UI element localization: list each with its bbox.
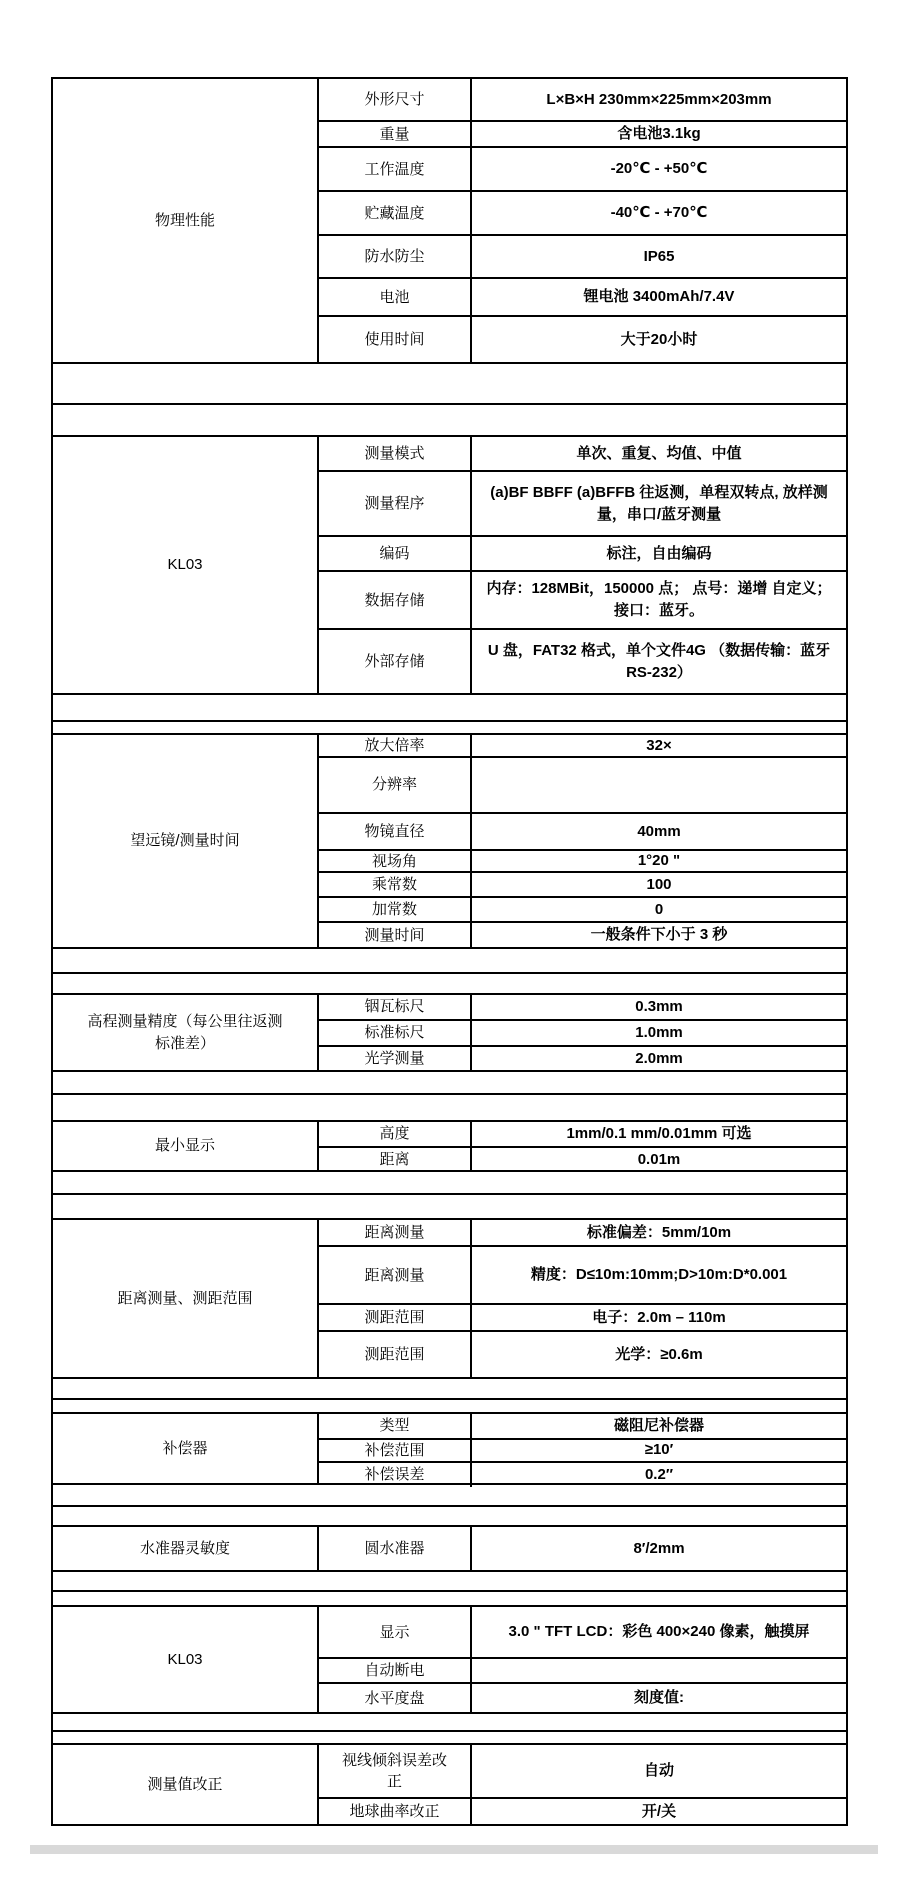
spec-value-cell: 100 (646, 875, 672, 893)
spec-value-cell: 磁阻尼补偿器 (613, 1417, 704, 1434)
spec-row (319, 1463, 846, 1487)
spec-value-cell: ≥10′ (644, 1441, 674, 1459)
empty-row (53, 1714, 846, 1732)
empty-row (53, 405, 846, 437)
spec-value-cell: (a)BF BBFF (a)BFFB 往返测，单程双转点, 放样测量，串口/蓝牙测量 (490, 483, 828, 523)
spec-value-cell: 内存：128MBit，150000 点； 点号：递增 自定义； 接口：蓝牙。 (486, 580, 832, 619)
spec-row (319, 1684, 846, 1712)
spec-label-cell: 测距范围 (319, 1332, 472, 1377)
spec-value-cell (472, 1659, 846, 1682)
section-category: 测量值改正 (53, 1745, 319, 1824)
spec-value-cell: L×B×H 230mm×225mm×203mm (546, 90, 772, 108)
spec-row (319, 1527, 846, 1570)
spec-label-cell: 乘常数 (319, 873, 472, 896)
spec-label-cell: 测量模式 (319, 437, 472, 470)
spec-row (319, 814, 846, 852)
spec-value-cell: 0 (654, 900, 664, 918)
spec-label-cell: 圆水准器 (319, 1527, 472, 1570)
section-rows (319, 1122, 846, 1170)
spec-value-cell: 3.0 " TFT LCD：彩色 400×240 像素，触摸屏 (508, 1623, 810, 1641)
spec-value-cell: -20℃ - +50℃ (610, 160, 708, 178)
spec-label-cell: 加常数 (319, 898, 472, 921)
spec-row (319, 1332, 846, 1377)
spec-value-cell: 32× (646, 736, 672, 754)
spec-section-kl03-display (53, 1607, 846, 1714)
section-rows (319, 995, 846, 1070)
spec-value-cell: 8′/2mm (633, 1539, 685, 1557)
spec-label-cell: 标准标尺 (319, 1021, 472, 1045)
spec-label-cell: 视场角 (319, 851, 472, 871)
section-rows (319, 1527, 846, 1570)
spec-value-cell: -40℃ - +70℃ (610, 204, 708, 222)
spec-label-cell: 外部存储 (319, 630, 472, 693)
section-category: 最小显示 (53, 1122, 319, 1170)
spec-label-cell: 物镜直径 (319, 814, 472, 850)
spec-label-cell: 重量 (319, 122, 472, 146)
empty-row (53, 1485, 846, 1507)
spec-value-cell: 锂电池 3400mAh/7.4V (583, 288, 735, 306)
spec-label-cell: 测量程序 (319, 472, 472, 535)
spec-value-cell: 开/关 (641, 1802, 677, 1820)
spec-row (319, 279, 846, 317)
spec-value-cell: IP65 (643, 247, 675, 265)
spec-label-cell: 数据存储 (319, 572, 472, 628)
spec-label-cell: 外形尺寸 (319, 79, 472, 120)
empty-row (53, 1507, 846, 1527)
spec-label-cell: 电池 (319, 279, 472, 315)
empty-row (53, 1592, 846, 1607)
empty-row (53, 722, 846, 735)
spec-row (319, 851, 846, 873)
spec-label-cell: 防水防尘 (319, 236, 472, 277)
spec-label-cell: 自动断电 (319, 1659, 472, 1682)
horizontal-scrollbar[interactable] (30, 1845, 878, 1854)
spec-value-cell: 刻度值: (634, 1689, 684, 1707)
section-rows (319, 735, 846, 947)
spec-value-cell: 2.0mm (635, 1049, 683, 1067)
spec-value-cell: U 盘，FAT32 格式，单个文件4G （数据传输：蓝牙RS-232） (487, 641, 831, 681)
section-category: 补偿器 (53, 1414, 319, 1483)
spec-section-telescope (53, 735, 846, 949)
spec-label-cell: 编码 (319, 537, 472, 570)
section-category: KL03 (53, 437, 319, 693)
spec-label-cell: 分辨率 (319, 758, 472, 812)
spec-row (319, 1305, 846, 1332)
spec-table (51, 77, 848, 1826)
empty-row (53, 949, 846, 974)
spec-label-cell: 放大倍率 (319, 735, 472, 756)
spec-row (319, 148, 846, 192)
empty-row (53, 1572, 846, 1592)
spec-row (319, 1021, 846, 1047)
spec-row (319, 735, 846, 758)
section-category: 望远镜/测量时间 (53, 735, 319, 947)
spec-label-cell: 铟瓦标尺 (319, 995, 472, 1019)
spec-value-cell: 0.01m (637, 1150, 681, 1168)
spec-value-cell: 单次、重复、均值、中值 (576, 444, 742, 462)
spec-section-physical (53, 79, 846, 364)
empty-row (53, 1072, 846, 1095)
spec-row (319, 923, 846, 947)
spec-value-cell: 标准偏差：5mm/10m (586, 1223, 732, 1241)
spec-label-cell: 水平度盘 (319, 1684, 472, 1712)
spec-row (319, 1220, 846, 1247)
spec-label-cell: 地球曲率改正 (319, 1799, 472, 1824)
spec-section-kl03-measure (53, 437, 846, 695)
spec-row (319, 437, 846, 472)
spec-value-cell: 1mm/0.1 mm/0.01mm 可选 (566, 1125, 752, 1142)
spec-value-cell: 1.0mm (635, 1023, 683, 1041)
spec-row (319, 572, 846, 630)
spec-label-cell: 高度 (319, 1122, 472, 1146)
spec-label-cell: 类型 (319, 1414, 472, 1438)
empty-row (53, 1195, 846, 1220)
section-category: 距离测量、测距范围 (53, 1220, 319, 1377)
spec-row (319, 1414, 846, 1440)
spec-section-level-sensitivity (53, 1527, 846, 1572)
section-category: 水准器灵敏度 (53, 1527, 319, 1570)
spec-section-min-display (53, 1122, 846, 1172)
spec-row (319, 1122, 846, 1148)
spec-label-cell: 距离测量 (319, 1247, 472, 1303)
spec-label-cell: 显示 (319, 1607, 472, 1657)
spec-row (319, 537, 846, 572)
spec-label-cell: 距离 (319, 1148, 472, 1172)
spec-label-cell: 距离测量 (319, 1220, 472, 1245)
spec-row (319, 122, 846, 148)
section-category: 高程测量精度（每公里往返测标准差） (53, 995, 319, 1070)
section-rows (319, 1414, 846, 1483)
spec-value-cell: 自动 (643, 1762, 674, 1780)
section-category: 物理性能 (53, 79, 319, 362)
spec-row (319, 873, 846, 898)
section-rows (319, 437, 846, 693)
spec-row (319, 1607, 846, 1659)
spec-row (319, 758, 846, 814)
spec-label-cell: 使用时间 (319, 317, 472, 362)
spec-label-cell: 补偿范围 (319, 1440, 472, 1461)
empty-row (53, 364, 846, 405)
spec-section-correction (53, 1745, 846, 1824)
spec-value-cell: 1°20 " (637, 852, 681, 870)
empty-row (53, 695, 846, 722)
spec-row (319, 1799, 846, 1824)
spec-row (319, 192, 846, 236)
empty-row (53, 1732, 846, 1745)
spec-row (319, 630, 846, 693)
spec-value-cell: 标注，自由编码 (606, 544, 712, 562)
spec-row (319, 1247, 846, 1305)
spec-label-cell: 补偿误差 (319, 1463, 472, 1487)
spec-row (319, 1047, 846, 1071)
spec-value-cell: 0.2″ (644, 1465, 674, 1483)
empty-row (53, 1400, 846, 1414)
empty-row (53, 1095, 846, 1122)
section-rows (319, 1220, 846, 1377)
spec-row (319, 79, 846, 122)
spec-value-cell: 大于20小时 (620, 330, 698, 348)
section-rows (319, 1607, 846, 1712)
section-category: KL03 (53, 1607, 319, 1712)
spec-row (319, 995, 846, 1021)
spec-value-cell: 含电池3.1kg (617, 125, 701, 143)
spec-value-cell: 0.3mm (635, 998, 683, 1015)
spec-section-distance (53, 1220, 846, 1379)
empty-row (53, 1172, 846, 1195)
spec-row (319, 472, 846, 537)
spec-value-cell: 电子：2.0m – 110m (592, 1308, 726, 1326)
spec-row (319, 1745, 846, 1799)
spec-value-cell: 40mm (637, 822, 681, 840)
section-rows (319, 1745, 846, 1824)
spec-row (319, 1659, 846, 1684)
spec-section-height-accuracy (53, 995, 846, 1072)
spec-row (319, 1148, 846, 1172)
spec-row (319, 898, 846, 923)
spec-value-cell: 光学：≥0.6m (615, 1345, 703, 1363)
spec-value-cell: 一般条件下小于 3 秒 (590, 926, 728, 944)
spec-row (319, 317, 846, 362)
spec-section-compensator (53, 1414, 846, 1485)
spec-label-cell: 工作温度 (319, 148, 472, 190)
spec-label-cell: 光学测量 (319, 1047, 472, 1071)
empty-row (53, 974, 846, 995)
spec-row (319, 1440, 846, 1463)
spec-label-cell: 测量时间 (319, 923, 472, 947)
spec-label-cell: 测距范围 (319, 1305, 472, 1330)
spec-row (319, 236, 846, 279)
section-rows (319, 79, 846, 362)
empty-row (53, 1379, 846, 1400)
spec-value-cell (472, 758, 846, 812)
spec-value-cell: 精度：D≤10m:10mm;D>10m:D*0.001 (530, 1266, 788, 1284)
spec-label-cell: 视线倾斜误差改正 (319, 1745, 472, 1797)
spec-label-cell: 贮藏温度 (319, 192, 472, 234)
